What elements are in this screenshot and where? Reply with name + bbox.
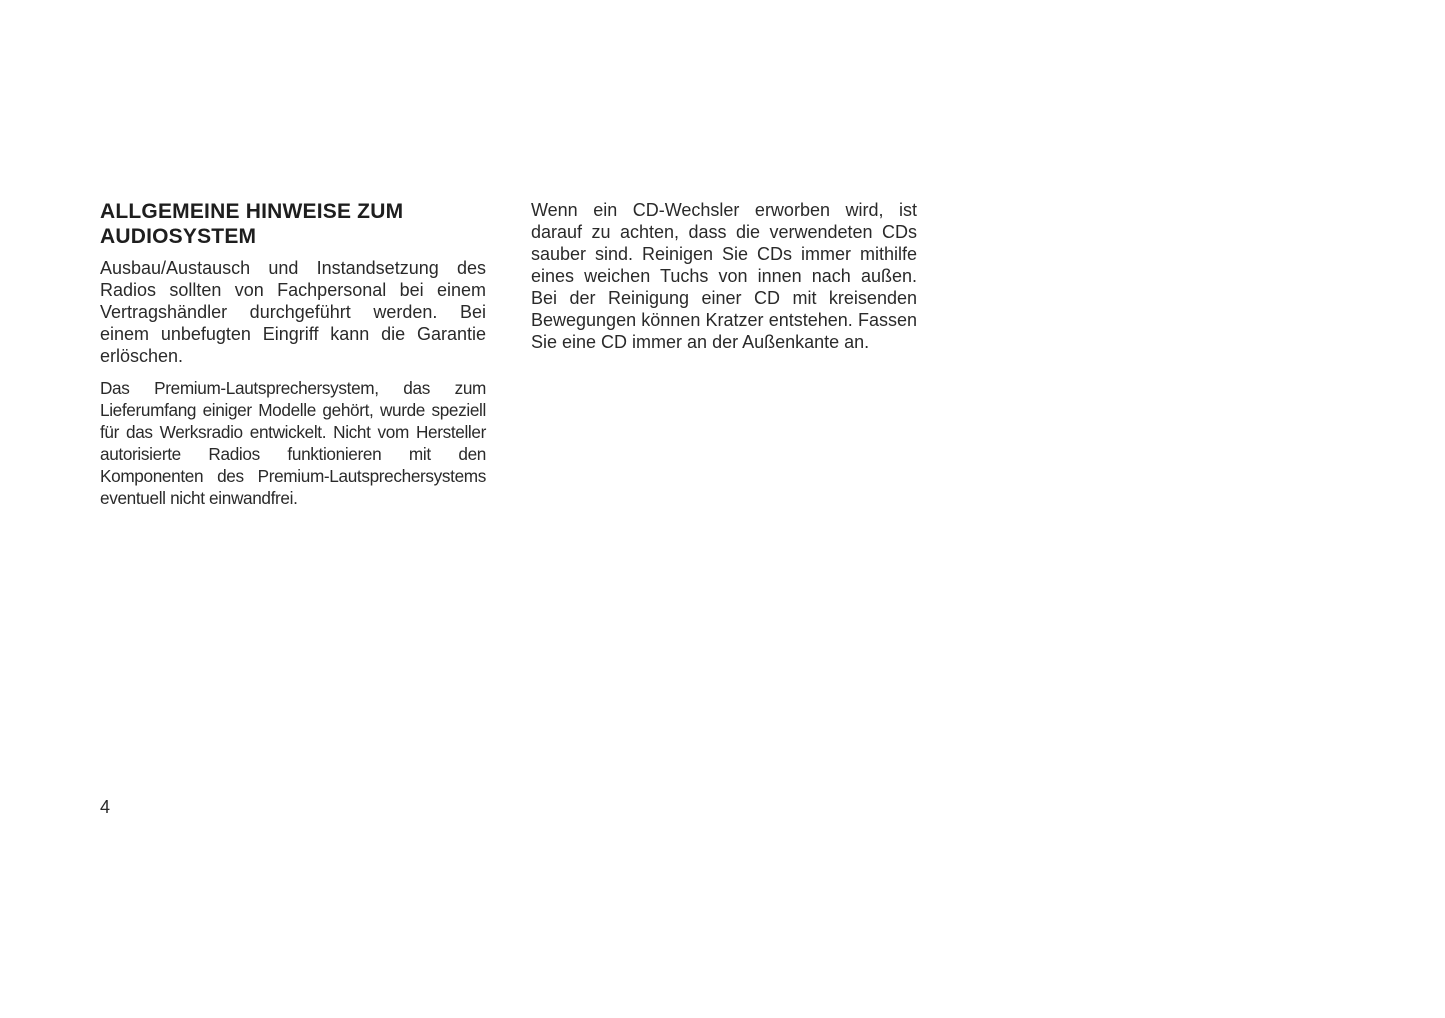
right-column <box>531 199 917 363</box>
paragraph-premium-speakers: Das Premium-Lautsprechersystem, das zum Lieferumfang einiger Modelle gehört, wurde speziell für das Werksradio entwickelt. Nicht vom Hersteller autorisierte Radios funktionieren mit den Komponenten des Premium-Lautsprechersystems eventuell nicht einwandfrei. <box>100 378 486 508</box>
section-title-line2: AUDIOSYSTEM <box>100 225 257 248</box>
page-number: 4 <box>100 797 111 817</box>
paragraph-cd-care: Wenn ein CD-Wechsler erworben wird, ist darauf zu achten, dass die verwendeten CDs sauber sind. Reinigen Sie CDs immer mithilfe eines weichen Tuchs von innen nach außen. Bei der Reinigung einer CD mit kreisenden Bewegungen können Kratzer entstehen. Fassen Sie eine CD immer an der Außenkante an. <box>531 200 917 352</box>
section-title <box>100 199 486 249</box>
paragraph-radio-service: Ausbau/Austausch und Instandsetzung des Radios sollten von Fachpersonal bei einem Vertragshändler durchgeführt werden. Bei einem unbefugten Eingriff kann die Garantie erlöschen. <box>100 258 486 366</box>
section-title-line1: ALLGEMEINE HINWEISE ZUM <box>100 200 404 223</box>
left-column <box>100 199 486 519</box>
